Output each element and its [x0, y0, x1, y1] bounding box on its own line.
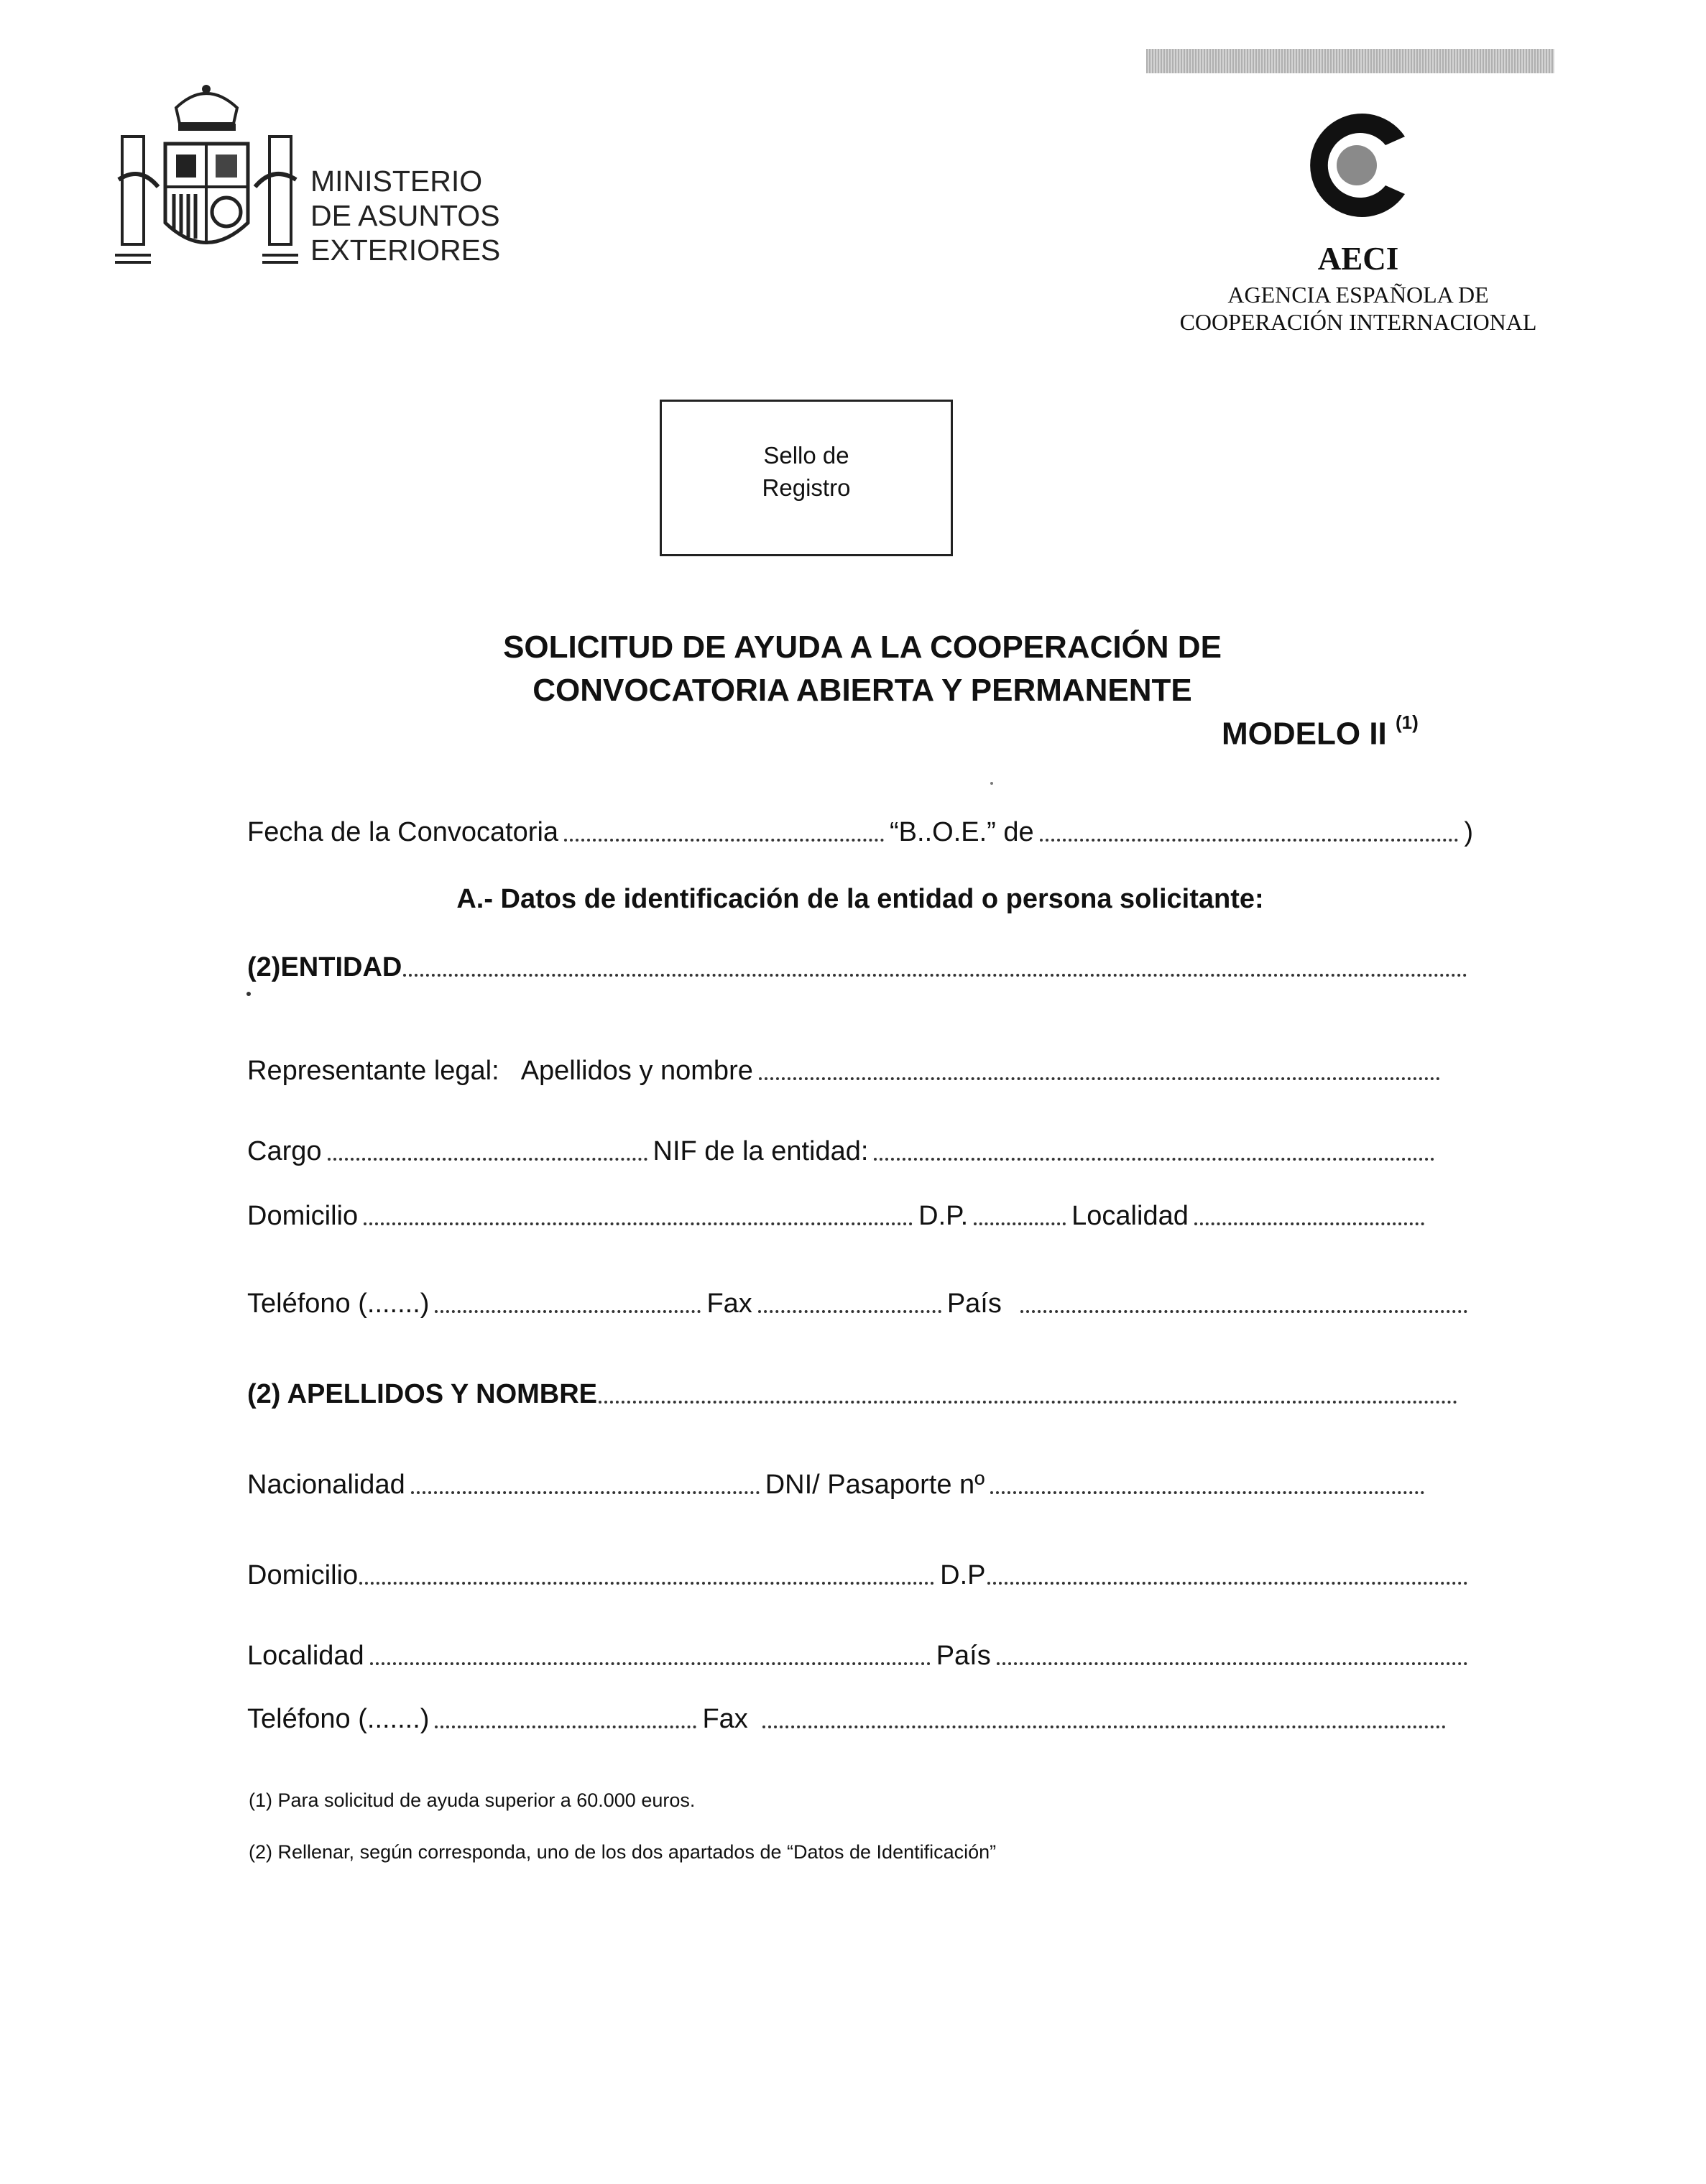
- dp2-label: D.P: [940, 1560, 986, 1590]
- pais-blank[interactable]: [1020, 1310, 1467, 1313]
- form-title-line-2: CONVOCATORIA ABIERTA Y PERMANENTE: [532, 673, 1192, 708]
- agency-name-line-2: COOPERACIÓN INTERNACIONAL: [1179, 309, 1537, 335]
- close-paren: ): [1464, 817, 1473, 847]
- localidad2-blank[interactable]: [370, 1662, 931, 1665]
- ministry-name: [310, 164, 500, 267]
- domicilio2-blank[interactable]: [359, 1582, 934, 1585]
- telefono-blank[interactable]: [435, 1310, 701, 1313]
- entidad-label: (2)ENTIDAD: [247, 952, 402, 982]
- pais-label: País: [946, 1289, 1002, 1319]
- dp-blank[interactable]: [974, 1222, 1066, 1225]
- fecha-blank[interactable]: [564, 839, 884, 842]
- section-a-heading: A.- Datos de identificación de la entidad o persona solicitante:: [456, 884, 1264, 914]
- cargo-blank[interactable]: [328, 1158, 647, 1161]
- representante-blank[interactable]: [759, 1077, 1440, 1080]
- telefono-entidad-row: [247, 1284, 1473, 1319]
- domicilio2-label: Domicilio: [247, 1560, 359, 1590]
- stray-mark: [990, 782, 993, 785]
- fax-label: Fax: [706, 1289, 752, 1319]
- registry-stamp-box: [660, 400, 953, 556]
- nacionalidad-label: Nacionalidad: [247, 1470, 405, 1500]
- apellidos-blank[interactable]: [599, 1401, 1457, 1404]
- header-gray-band: [1146, 49, 1554, 73]
- dni-label: DNI/ Pasaporte nº: [765, 1470, 985, 1500]
- entidad-blank[interactable]: [403, 974, 1467, 977]
- agency-acronym: AECI: [1317, 241, 1399, 277]
- agency-name-line-1: AGENCIA ESPAÑOLA DE: [1227, 282, 1489, 308]
- fecha-convocatoria-row: [247, 812, 1473, 848]
- stray-dot: [246, 992, 251, 996]
- representante-label: Representante legal:: [247, 1056, 499, 1086]
- ministry-line-3: EXTERIORES: [310, 234, 501, 267]
- coat-of-arms-icon: [108, 79, 305, 273]
- modelo-label: [1222, 711, 1419, 752]
- domicilio-label: Domicilio: [247, 1201, 359, 1231]
- nacionalidad-blank[interactable]: [411, 1491, 760, 1494]
- apellidos-label: (2) APELLIDOS Y NOMBRE: [247, 1379, 598, 1409]
- form-title-line-1: SOLICITUD DE AYUDA A LA COOPERACIÓN DE: [503, 630, 1222, 665]
- stamp-line-1: Sello de: [763, 442, 849, 469]
- stamp-line-2: Registro: [762, 474, 851, 501]
- apellidos-persona-row: [247, 1374, 1463, 1410]
- localidad2-label: Localidad: [247, 1641, 364, 1671]
- pais2-blank[interactable]: [997, 1662, 1467, 1665]
- boe-label: “B..O.E.” de: [890, 817, 1034, 847]
- telefono-label: Teléfono (.......): [247, 1289, 430, 1319]
- aeci-logo-icon: [1301, 108, 1416, 223]
- ministry-line-2: DE ASUNTOS: [310, 199, 500, 232]
- localidad-label: Localidad: [1071, 1201, 1189, 1231]
- fax2-label: Fax: [702, 1704, 748, 1734]
- boe-blank[interactable]: [1040, 839, 1459, 842]
- apellidos-nombre-label: Apellidos y nombre: [520, 1056, 753, 1086]
- entidad-row: [247, 947, 1473, 983]
- localidad-blank[interactable]: [1194, 1222, 1424, 1225]
- nacionalidad-row: [247, 1465, 1430, 1501]
- telefono-persona-row: [247, 1699, 1452, 1735]
- fecha-label: Fecha de la Convocatoria: [247, 817, 559, 847]
- nif-label: NIF de la entidad:: [653, 1136, 869, 1166]
- modelo-footnote-ref: (1): [1396, 711, 1419, 733]
- domicilio-persona-row: [247, 1555, 1473, 1591]
- fax2-blank[interactable]: [762, 1725, 1446, 1728]
- cargo-label: Cargo: [247, 1136, 322, 1166]
- domicilio-blank[interactable]: [364, 1222, 913, 1225]
- dp2-blank[interactable]: [987, 1582, 1468, 1585]
- localidad-persona-row: [247, 1636, 1473, 1672]
- modelo-text: MODELO II: [1222, 716, 1387, 752]
- telefono2-label: Teléfono (.......): [247, 1704, 430, 1734]
- cargo-row: [247, 1131, 1440, 1167]
- dni-blank[interactable]: [990, 1491, 1424, 1494]
- ministry-line-1: MINISTERIO: [310, 165, 483, 198]
- domicilio-entidad-row: [247, 1196, 1430, 1232]
- nif-blank[interactable]: [874, 1158, 1434, 1161]
- pais2-label: País: [936, 1641, 991, 1671]
- footnote-2: (2) Rellenar, según corresponda, uno de los dos apartados de “Datos de Identificación”: [249, 1841, 997, 1863]
- dp-label: D.P.: [918, 1201, 969, 1231]
- telefono2-blank[interactable]: [435, 1725, 696, 1728]
- footnote-1: (1) Para solicitud de ayuda superior a 60.000 euros.: [249, 1789, 696, 1811]
- fax-blank[interactable]: [758, 1310, 941, 1313]
- representante-row: [247, 1051, 1446, 1087]
